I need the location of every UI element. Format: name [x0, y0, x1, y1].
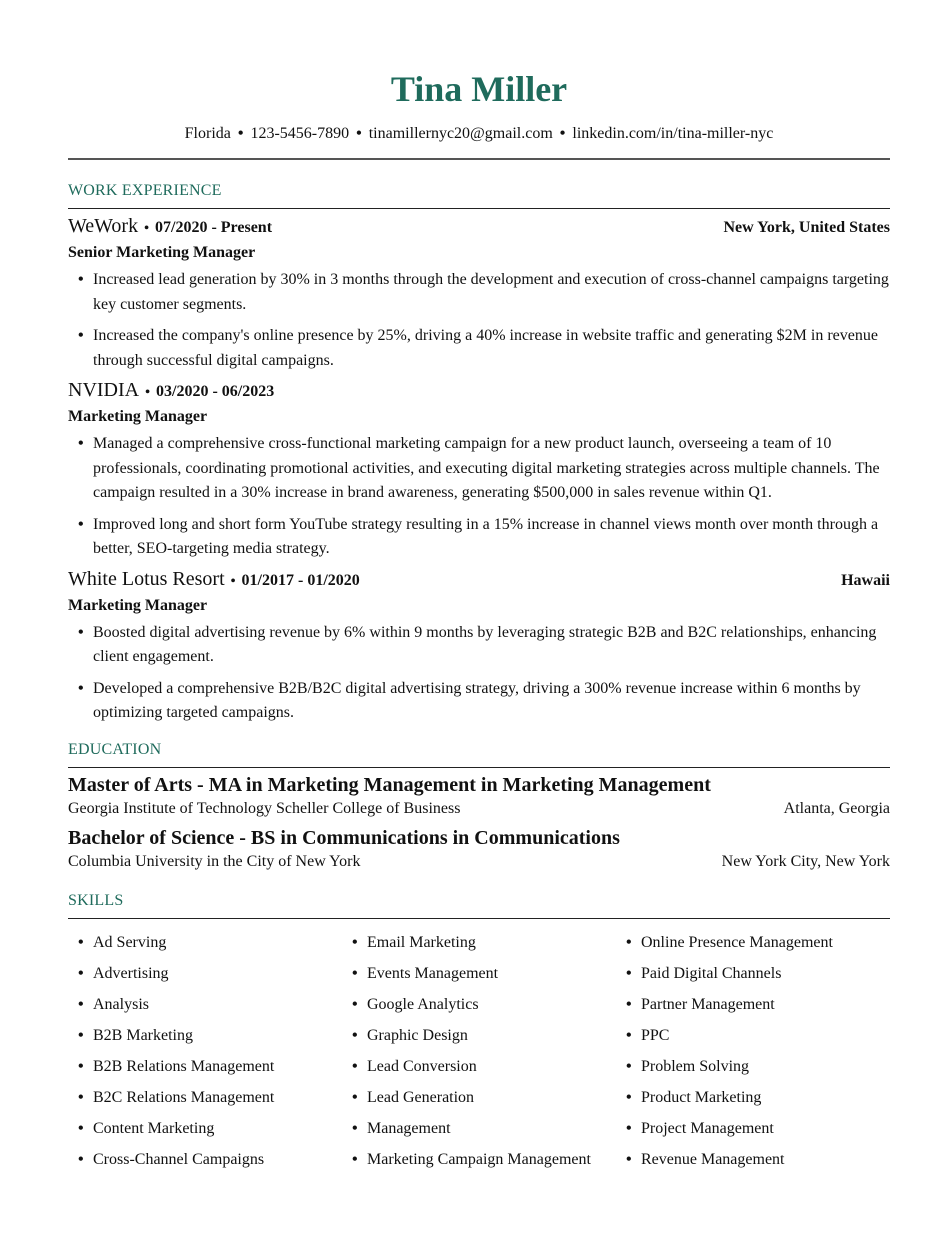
education-entry: [68, 773, 890, 821]
job-header: [68, 567, 890, 594]
job-role: Marketing Manager: [68, 408, 208, 425]
skill-item: • Email Marketing: [342, 927, 616, 958]
section-title-work: WORK EXPERIENCE: [68, 182, 222, 199]
contact-email: tinamillernyc20@gmail.com: [368, 125, 553, 142]
skill-item: • Advertising: [68, 958, 342, 989]
skill-item: • Problem Solving: [616, 1051, 890, 1082]
contact-separator: •: [237, 125, 244, 142]
skill-item: • Cross-Channel Campaigns: [68, 1144, 342, 1175]
skill-item: • Analysis: [68, 989, 342, 1020]
section-divider: [68, 767, 890, 768]
skill-item: • B2C Relations Management: [68, 1082, 342, 1113]
skill-item: • Project Management: [616, 1113, 890, 1144]
education-location: Atlanta, Georgia: [783, 799, 890, 817]
contact-line: [68, 124, 890, 144]
job-bullet: • Managed a comprehensive cross-functional marketing campaign for a new product launch, overseeing a team of 10 professionals, coordinating promotional activities, and executing digital marketing strategies across multiple channels. The campaign resulted in a 30% increase in brand awareness, generating $500,000 in sales revenue within Q1.: [93, 432, 890, 506]
contact-separator: •: [356, 125, 362, 142]
job-entry: [68, 567, 890, 726]
skill-item: • Management: [342, 1113, 616, 1144]
skill-item: • Ad Serving: [68, 927, 342, 958]
job-bullet: • Developed a comprehensive B2B/B2C digital advertising strategy, driving a 300% revenue increase within 6 months by optimizing targeted campaigns.: [93, 677, 890, 726]
skill-item: • Lead Conversion: [342, 1051, 616, 1082]
education-school-line: [68, 850, 890, 874]
job-bullet: • Boosted digital advertising revenue by 6% within 9 months by leveraging strategic B2B and B2C relationships, enhancing client engagement.: [93, 621, 890, 670]
contact-separator: •: [559, 125, 566, 142]
skill-item: • PPC: [616, 1020, 890, 1051]
skill-item: • Revenue Management: [616, 1144, 890, 1175]
skill-item: • Graphic Design: [342, 1020, 616, 1051]
skills-grid: [68, 927, 890, 1175]
job-role: Senior Marketing Manager: [68, 244, 256, 261]
skill-item: • B2B Relations Management: [68, 1051, 342, 1082]
skill-item: • Events Management: [342, 958, 616, 989]
skill-item: • Marketing Campaign Management: [342, 1144, 616, 1175]
skill-item: • Product Marketing: [616, 1082, 890, 1113]
job-location: New York, United States: [723, 219, 890, 236]
contact-location: Florida: [184, 125, 231, 142]
job-entry: [68, 378, 890, 562]
education-school-line: [68, 797, 890, 821]
job-bullets: [68, 432, 890, 562]
job-entry: [68, 214, 890, 373]
job-dates: 03/2020 - 06/2023: [156, 383, 275, 400]
contact-phone: 123-5456-7890: [250, 125, 350, 142]
skill-item: • Partner Management: [616, 989, 890, 1020]
education-location: New York City, New York: [721, 852, 890, 870]
skill-item: • Content Marketing: [68, 1113, 342, 1144]
section-title-education: EDUCATION: [68, 740, 162, 758]
job-company: WeWork: [68, 215, 139, 237]
header-divider: [68, 158, 890, 160]
skill-item: • Lead Generation: [342, 1082, 616, 1113]
education-degree: Master of Arts - MA in Marketing Management in Marketing Management: [68, 773, 711, 796]
skill-item: • Google Analytics: [342, 989, 616, 1020]
job-dates: 07/2020 - Present: [155, 219, 273, 236]
section-divider: [68, 918, 890, 919]
education-school: Georgia Institute of Technology Scheller College of Business: [68, 799, 461, 817]
education-entry: [68, 826, 890, 874]
job-bullets: [68, 621, 890, 726]
section-divider: [68, 208, 890, 209]
job-company: NVIDIA: [68, 379, 140, 401]
skill-item: • Paid Digital Channels: [616, 958, 890, 989]
education-school: Columbia University in the City of New York: [68, 852, 361, 870]
skill-item: • B2B Marketing: [68, 1020, 342, 1051]
job-role: Marketing Manager: [68, 596, 208, 614]
job-bullets: [68, 268, 890, 373]
education-degree: Bachelor of Science - BS in Communications in Communications: [68, 826, 620, 849]
job-bullet: • Increased lead generation by 30% in 3 months through the development and execution of cross-channel campaigns targeting key customer segments.: [93, 268, 890, 317]
job-header: [68, 378, 890, 405]
job-header: [68, 214, 890, 241]
job-location: Hawaii: [841, 571, 890, 589]
job-separator: •: [144, 221, 149, 236]
job-bullet: • Improved long and short form YouTube strategy resulting in a 15% increase in channel views month over month through a better, SEO-targeting media strategy.: [93, 513, 890, 562]
job-separator: •: [230, 573, 236, 589]
section-title-skills: SKILLS: [68, 891, 124, 909]
skill-item: • Online Presence Management: [616, 927, 890, 958]
job-bullet: • Increased the company's online presence by 25%, driving a 40% increase in website traffic and generating $2M in revenue through successful digital campaigns.: [93, 324, 890, 373]
job-company: White Lotus Resort: [68, 567, 225, 590]
candidate-name: Tina Miller: [390, 69, 568, 109]
job-dates: 01/2017 - 01/2020: [241, 571, 360, 589]
job-separator: •: [145, 385, 150, 400]
contact-linkedin: linkedin.com/in/tina-miller-nyc: [572, 125, 774, 142]
